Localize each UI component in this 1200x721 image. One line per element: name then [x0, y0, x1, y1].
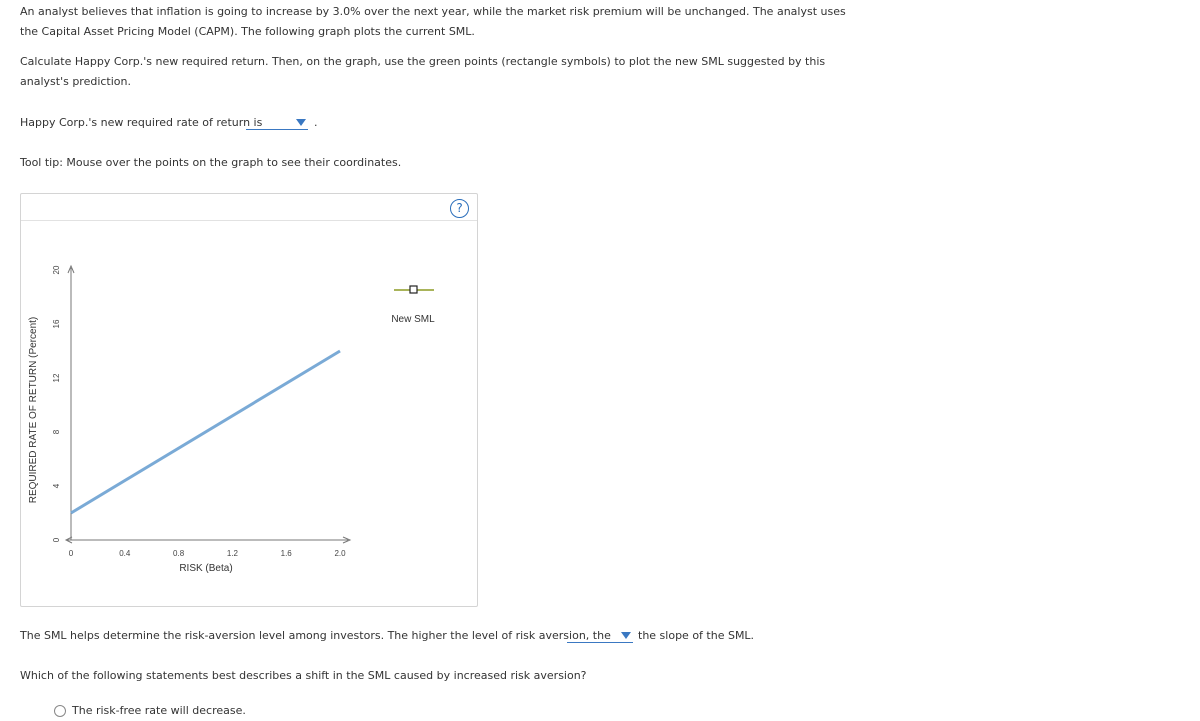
chevron-down-icon	[296, 119, 306, 126]
x-tick-label: 1.2	[226, 549, 238, 558]
new-sml-legend-label: New SML	[391, 314, 435, 325]
question-sml-shift: Which of the following statements best describes a shift in the SML caused by increased risk aversion?	[20, 669, 587, 682]
y-axis-label: REQUIRED RATE OF RETURN (Percent)	[28, 316, 39, 504]
answer-option-1-label: The risk-free rate will decrease.	[72, 704, 246, 717]
current-sml-line[interactable]	[71, 351, 340, 513]
x-tick-label: 1.6	[280, 549, 292, 558]
x-tick-labels	[69, 549, 346, 558]
x-tick-label: 2.0	[334, 549, 346, 558]
tooltip-note: Tool tip: Mouse over the points on the graph to see their coordinates.	[20, 156, 402, 169]
radio-button[interactable]	[54, 705, 66, 717]
intro-line-2: the Capital Asset Pricing Model (CAPM). The following graph plots the current SML.	[20, 25, 475, 38]
y-tick-labels	[52, 265, 61, 542]
y-tick-label: 16	[52, 319, 61, 329]
answer-option-1[interactable]	[54, 704, 246, 717]
y-tick-label: 20	[52, 265, 61, 275]
x-axis-label: RISK (Beta)	[179, 563, 233, 574]
new-sml-legend-tool[interactable]	[394, 286, 434, 293]
sml-series	[71, 351, 340, 513]
sml-chart	[21, 194, 477, 606]
y-tick-label: 12	[52, 373, 61, 383]
x-tick-label: 0.8	[173, 549, 185, 558]
question-risk-aversion-suffix: the slope of the SML.	[638, 629, 755, 642]
chart-axes	[66, 266, 350, 543]
slope-dropdown[interactable]	[567, 628, 633, 643]
x-tick-label: 0.4	[119, 549, 131, 558]
instructions-paragraph	[20, 52, 826, 92]
question-required-return-text: Happy Corp.'s new required rate of return is	[20, 116, 263, 129]
required-return-dropdown[interactable]	[246, 115, 308, 130]
help-icon[interactable]: ?	[450, 199, 469, 218]
y-tick-label: 0	[52, 537, 61, 543]
instructions-line-1: Calculate Happy Corp.'s new required return. Then, on the graph, use the green points (rectangle symbols) to plot the new SML suggested by this	[20, 55, 826, 68]
instructions-line-2: analyst's prediction.	[20, 75, 131, 88]
graph-panel	[20, 193, 478, 607]
chevron-down-icon	[621, 632, 631, 639]
question-required-return-suffix: .	[314, 116, 318, 129]
question-risk-aversion: The SML helps determine the risk-aversion level among investors. The higher the level of risk aversion, the	[20, 629, 611, 642]
intro-line-1: An analyst believes that inflation is going to increase by 3.0% over the next year, while the market risk premium will be unchanged. The analyst uses	[20, 5, 846, 18]
y-tick-label: 8	[52, 429, 61, 435]
intro-paragraph	[20, 2, 846, 42]
y-tick-label: 4	[52, 483, 61, 489]
new-sml-rectangle-icon[interactable]	[410, 286, 417, 293]
question-required-return	[20, 116, 262, 129]
x-tick-label: 0	[68, 549, 74, 558]
